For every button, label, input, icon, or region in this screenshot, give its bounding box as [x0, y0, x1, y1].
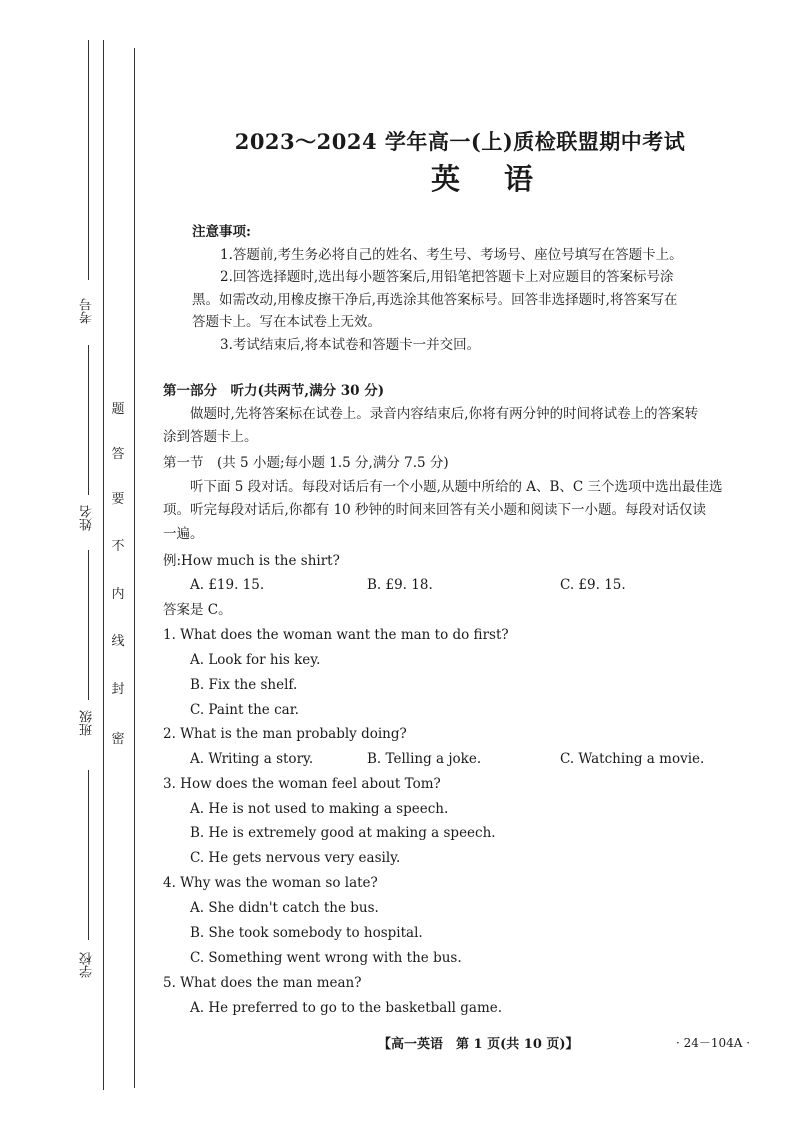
q5-option-a: A. He preferred to go to the basketball game. [190, 1000, 503, 1016]
section1-heading: 第一节 (共 5 小题;每小题 1.5 分,满分 7.5 分) [163, 455, 449, 471]
seal-char: 线 [111, 634, 125, 649]
q4-option-c: C. Something went wrong with the bus. [190, 950, 462, 966]
question-3: 3. How does the woman feel about Tom? [163, 776, 441, 792]
seal-char: 要 [111, 492, 125, 507]
example-option-c: C. £9. 15. [560, 577, 626, 593]
binding-line-outer [103, 40, 104, 1090]
section1-intro: 一遍。 [163, 526, 204, 542]
example-question: 例:How much is the shirt? [163, 553, 340, 569]
notice-line: 黑。如需改动,用橡皮擦干净后,再选涂其他答案标号。回答非选择题时,将答案写在 [192, 292, 678, 308]
school-label: 学校 [80, 952, 95, 978]
name-blank [88, 345, 89, 495]
notice-heading: 注意事项: [192, 224, 251, 240]
example-option-b: B. £9. 18. [367, 577, 433, 593]
question-5: 5. What does the man mean? [163, 975, 362, 991]
q1-option-c: C. Paint the car. [190, 702, 299, 718]
paper-code: · 24－104A · [676, 1036, 751, 1050]
question-4: 4. Why was the woman so late? [163, 875, 378, 891]
q4-option-a: A. She didn't catch the bus. [190, 900, 379, 916]
exam-no-blank [88, 40, 89, 280]
question-2: 2. What is the man probably doing? [163, 726, 407, 742]
class-label: 班级 [80, 710, 95, 736]
q3-option-c: C. He gets nervous very easily. [190, 850, 401, 866]
exam-title: 2023～2024 学年高一(上)质检联盟期中考试 [234, 129, 686, 154]
notice-line: 1.答题前,考生务必将自己的姓名、考生号、考场号、座位号填写在答题卡上。 [220, 247, 683, 263]
page-footer: 【高一英语 第 1 页(共 10 页)】 [378, 1037, 579, 1052]
q4-option-b: B. She took somebody to hospital. [190, 925, 423, 941]
seal-char: 题 [111, 402, 125, 417]
example-option-a: A. £19. 15. [190, 577, 265, 593]
notice-line: 3.考试结束后,将本试卷和答题卡一并交回。 [220, 337, 481, 353]
exam-no-label: 考号 [80, 298, 95, 324]
q2-option-a: A. Writing a story. [190, 751, 314, 767]
example-answer: 答案是 C。 [163, 602, 232, 618]
seal-char: 不 [111, 539, 125, 554]
q3-option-b: B. He is extremely good at making a speech. [190, 825, 496, 841]
notice-line: 答题卡上。写在本试卷上无效。 [192, 314, 381, 330]
seal-char: 密 [111, 732, 125, 747]
notice-line: 2.回答选择题时,选出每小题答案后,用铅笔把答题卡上对应题目的答案标号涂 [220, 269, 674, 285]
seal-char: 答 [111, 447, 125, 462]
q1-option-b: B. Fix the shelf. [190, 677, 298, 693]
section1-intro: 听下面 5 段对话。每段对话后有一个小题,从题中所给的 A、B、C 三个选项中选出最佳选 [190, 479, 723, 495]
part1-intro: 做题时,先将答案标在试卷上。录音内容结束后,你将有两分钟的时间将试卷上的答案转 [190, 406, 699, 422]
question-1: 1. What does the woman want the man to do first? [163, 627, 509, 643]
seal-char: 内 [111, 587, 125, 602]
name-label: 姓名 [80, 505, 95, 531]
part1-heading: 第一部分 听力(共两节,满分 30 分) [163, 383, 385, 399]
binding-line-inner [134, 48, 135, 1088]
school-blank [88, 770, 89, 940]
part1-intro: 涂到答题卡上。 [163, 429, 258, 445]
q1-option-a: A. Look for his key. [190, 652, 321, 668]
q2-option-b: B. Telling a joke. [367, 751, 482, 767]
q3-option-a: A. He is not used to making a speech. [190, 801, 449, 817]
subject-title: 英语 [430, 162, 577, 196]
class-blank [88, 550, 89, 700]
seal-char: 封 [111, 682, 125, 697]
q2-option-c: C. Watching a movie. [560, 751, 705, 767]
section1-intro: 项。听完每段对话后,你都有 10 秒钟的时间来回答有关小题和阅读下一小题。每段对话仅读 [163, 502, 707, 518]
